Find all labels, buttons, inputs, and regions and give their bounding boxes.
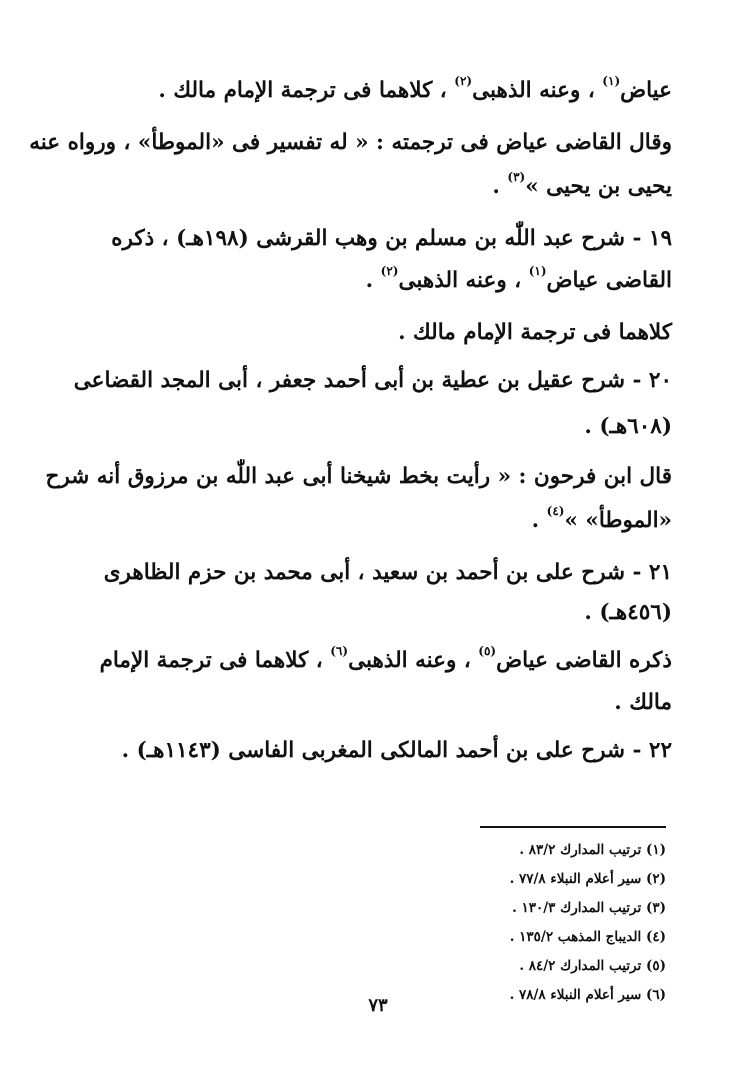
page-number: ٧٣ xyxy=(368,995,388,1016)
text-span: ، وعنه الذهبى xyxy=(398,268,522,293)
text-line-10 xyxy=(82,504,672,533)
text-span: . xyxy=(365,268,381,293)
text-span: القاضى عياض xyxy=(546,268,672,293)
text-span: ، كلاهما فى ترجمة الإمام xyxy=(99,648,323,673)
footnote-2: (٢) سير أعلام النبلاء ٧٧/٨ . xyxy=(509,871,666,887)
text-span: ١٩ - شرح عبد اللّٰه بن مسلم بن وهب القرشى (١٩٨هـ) ، ذكره xyxy=(111,226,672,251)
footnote-ref-2[interactable]: (٢) xyxy=(380,264,399,278)
text-line-4-entry-19 xyxy=(82,226,672,251)
text-span: كلاهما فى ترجمة الإمام مالك . xyxy=(398,320,672,345)
text-line-12 xyxy=(82,600,672,625)
text-line-1 xyxy=(82,74,672,103)
footnote-ref-1[interactable]: (١) xyxy=(528,264,547,278)
text-line-6 xyxy=(82,320,672,345)
text-span: (٤٥٦هـ) . xyxy=(584,600,672,625)
footnote-3: (٣) ترتيب المدارك ١٣٠/٣ . xyxy=(512,900,666,916)
footnote-ref-3[interactable]: (٣) xyxy=(507,170,526,184)
footnote-ref-2[interactable]: (٢) xyxy=(454,74,473,88)
footnote-ref-1[interactable]: (١) xyxy=(602,74,621,88)
text-span: ٢٢ - شرح على بن أحمد المالكى المغربى الفاسى (١١٤٣هـ) . xyxy=(121,738,672,763)
text-span: وقال القاضى عياض فى ترجمته : « له تفسير فى «الموطأ» ، ورواه عنه xyxy=(29,130,672,155)
text-line-5 xyxy=(82,264,672,293)
text-span: عياض xyxy=(620,78,672,103)
text-line-2 xyxy=(29,130,672,155)
text-span: ذكره القاضى عياض xyxy=(496,648,672,673)
text-span: ٢١ - شرح على بن أحمد بن سعيد ، أبى محمد بن حزم الظاهرى xyxy=(103,560,672,585)
text-line-9 xyxy=(45,464,672,489)
footnote-ref-4[interactable]: (٤) xyxy=(546,504,565,518)
text-span: (٦٠٨هـ) . xyxy=(584,414,672,439)
text-line-15-entry-22 xyxy=(82,738,672,763)
footnotes-list xyxy=(366,836,666,1010)
text-line-3 xyxy=(82,170,672,199)
footnote-separator xyxy=(480,826,666,828)
text-span: «الموطأ» » xyxy=(564,508,672,533)
text-span: مالك . xyxy=(614,690,672,715)
footnote-1: (١) ترتيب المدارك ٨٣/٢ . xyxy=(519,842,666,858)
text-span: ، وعنه الذهبى xyxy=(472,78,595,103)
text-line-13 xyxy=(82,644,672,673)
text-span: ٢٠ - شرح عقيل بن عطية بن أبى أحمد جعفر ، أبى المجد القضاعى xyxy=(73,368,672,393)
text-line-14 xyxy=(82,690,672,715)
text-span: يحيى بن يحيى » xyxy=(525,174,672,199)
footnote-4: (٤) الديباج المذهب ١٣٥/٢ . xyxy=(509,929,666,945)
text-line-11-entry-21 xyxy=(82,560,672,585)
text-line-8 xyxy=(82,414,672,439)
text-span: ، كلاهما فى ترجمة الإمام مالك . xyxy=(158,78,447,103)
footnote-ref-6[interactable]: (٦) xyxy=(330,644,349,658)
text-span: قال ابن فرحون : « رأيت بخط شيخنا أبى عبد اللّٰه بن مرزوق أنه شرح xyxy=(45,464,672,489)
text-span: . xyxy=(492,174,508,199)
text-line-7-entry-20 xyxy=(73,368,672,393)
text-span: ، وعنه الذهبى xyxy=(348,648,471,673)
footnote-ref-5[interactable]: (٥) xyxy=(478,644,497,658)
text-span: . xyxy=(531,508,547,533)
footnote-6: (٦) سير أعلام النبلاء ٧٨/٨ . xyxy=(509,987,666,1003)
footnote-5: (٥) ترتيب المدارك ٨٤/٢ . xyxy=(519,958,666,974)
